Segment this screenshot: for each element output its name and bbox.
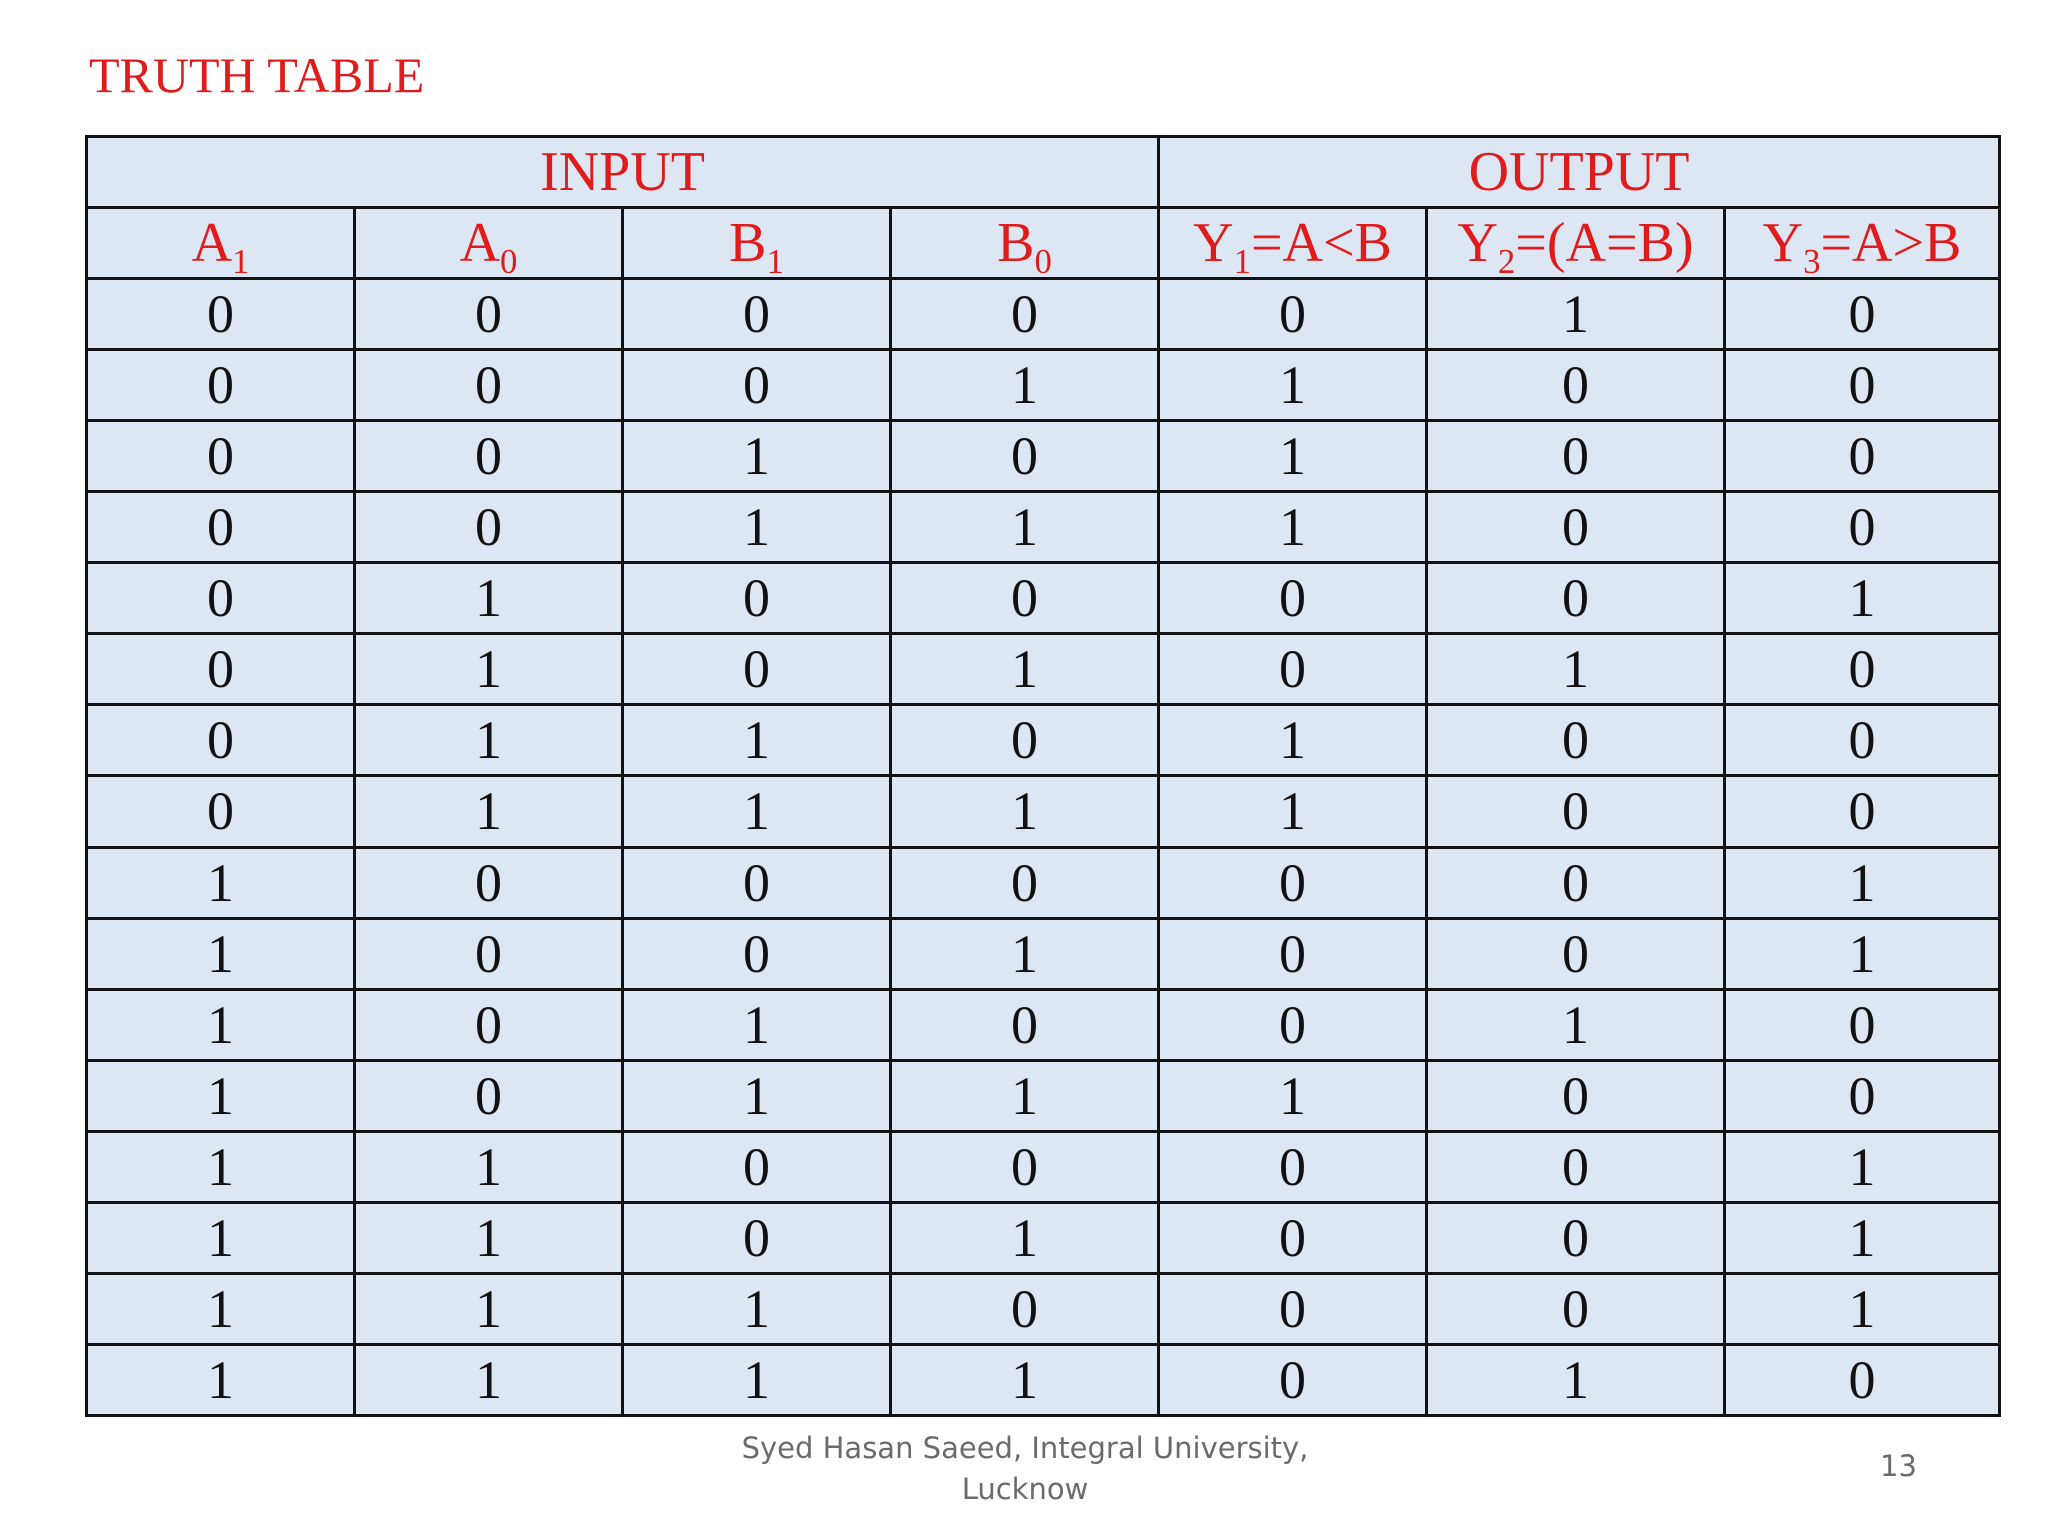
table-cell: 1	[1159, 350, 1427, 421]
table-cell: 0	[355, 847, 623, 918]
table-cell: 0	[1725, 989, 2000, 1060]
table-cell: 1	[891, 350, 1159, 421]
table-cell: 0	[1725, 1344, 2000, 1415]
table-row	[87, 1131, 2000, 1202]
table-cell: 0	[1427, 1131, 1725, 1202]
table-cell: 0	[1159, 989, 1427, 1060]
footer-line-1: Syed Hasan Saeed, Integral University,	[741, 1431, 1309, 1465]
table-cell: 1	[1159, 705, 1427, 776]
table-cell: 1	[1159, 492, 1427, 563]
table-cell: 0	[87, 705, 355, 776]
column-header-subscript: 2	[1497, 242, 1516, 282]
table-cell: 0	[1427, 492, 1725, 563]
table-cell: 0	[1159, 847, 1427, 918]
table-cell: 0	[1159, 1131, 1427, 1202]
table-cell: 0	[87, 776, 355, 847]
table-cell: 0	[623, 634, 891, 705]
table-cell: 1	[1427, 279, 1725, 350]
table-row	[87, 1344, 2000, 1415]
table-row	[87, 705, 2000, 776]
table-cell: 1	[1725, 918, 2000, 989]
table-cell: 1	[87, 1344, 355, 1415]
group-header-row	[87, 137, 2000, 208]
table-cell: 0	[1159, 634, 1427, 705]
input-group-header: INPUT	[87, 137, 1159, 208]
page-number: 13	[1880, 1449, 1917, 1483]
table-cell: 1	[1725, 563, 2000, 634]
table-cell: 1	[623, 705, 891, 776]
column-header-subscript: 3	[1803, 242, 1821, 282]
table-cell: 1	[623, 1273, 891, 1344]
table-cell: 1	[891, 776, 1159, 847]
table-cell: 1	[623, 421, 891, 492]
table-cell: 0	[891, 989, 1159, 1060]
table-cell: 1	[1725, 1202, 2000, 1273]
column-header-base: A	[459, 212, 501, 274]
table-cell: 1	[87, 989, 355, 1060]
table-cell: 0	[1725, 1060, 2000, 1131]
table-row	[87, 847, 2000, 918]
table-row	[87, 634, 2000, 705]
column-header-subscript: 1	[1233, 242, 1251, 282]
column-header-base: Y	[1193, 212, 1234, 274]
table-cell: 0	[623, 847, 891, 918]
truth-table	[85, 135, 2001, 1417]
column-header-subscript: 1	[766, 242, 784, 282]
table-cell: 0	[891, 705, 1159, 776]
table-cell: 0	[87, 350, 355, 421]
footer-line-2: Lucknow	[961, 1472, 1089, 1506]
table-cell: 1	[1725, 1273, 2000, 1344]
column-header-base: B	[729, 212, 767, 274]
table-row	[87, 776, 2000, 847]
table-cell: 1	[87, 1060, 355, 1131]
table-cell: 0	[355, 492, 623, 563]
table-cell: 1	[1159, 421, 1427, 492]
table-cell: 1	[355, 634, 623, 705]
table-cell: 0	[1725, 776, 2000, 847]
column-header-rest: =(A=B)	[1515, 212, 1694, 274]
table-cell: 1	[87, 1131, 355, 1202]
column-header-3	[623, 208, 891, 282]
table-cell: 0	[1159, 1202, 1427, 1273]
table-cell: 0	[891, 1273, 1159, 1344]
table-cell: 0	[623, 1202, 891, 1273]
output-group-header: OUTPUT	[1159, 137, 2000, 208]
table-cell: 1	[355, 1202, 623, 1273]
table-cell: 0	[1427, 918, 1725, 989]
column-header-subscript: 0	[500, 242, 518, 282]
table-cell: 0	[1427, 705, 1725, 776]
table-cell: 1	[1427, 1344, 1725, 1415]
table-cell: 1	[355, 1344, 623, 1415]
column-header-base: A	[191, 212, 233, 274]
column-header-rest: =A>B	[1820, 212, 1962, 274]
table-cell: 0	[355, 989, 623, 1060]
table-cell: 0	[1159, 1344, 1427, 1415]
column-header-base: Y	[1762, 212, 1804, 274]
table-cell: 1	[1725, 847, 2000, 918]
slide-title: TRUTH TABLE	[89, 47, 425, 103]
table-cell: 1	[1427, 634, 1725, 705]
table-cell: 0	[1427, 1060, 1725, 1131]
table-cell: 0	[87, 563, 355, 634]
table-cell: 0	[623, 563, 891, 634]
table-cell: 1	[891, 918, 1159, 989]
table-cell: 1	[891, 634, 1159, 705]
table-cell: 0	[1159, 563, 1427, 634]
table-cell: 0	[1427, 1273, 1725, 1344]
table-cell: 1	[87, 918, 355, 989]
table-cell: 0	[623, 1131, 891, 1202]
table-cell: 0	[1725, 492, 2000, 563]
table-cell: 0	[1725, 279, 2000, 350]
table-cell: 0	[1725, 421, 2000, 492]
table-row	[87, 279, 2000, 350]
table-cell: 0	[1427, 421, 1725, 492]
table-cell: 0	[623, 918, 891, 989]
table-cell: 0	[891, 421, 1159, 492]
column-header-subscript: 1	[232, 242, 250, 282]
table-row	[87, 350, 2000, 421]
table-cell: 1	[891, 1202, 1159, 1273]
table-cell: 1	[891, 1344, 1159, 1415]
table-cell: 0	[1159, 918, 1427, 989]
table-cell: 1	[355, 1131, 623, 1202]
table-cell: 0	[87, 634, 355, 705]
table-cell: 0	[355, 421, 623, 492]
table-cell: 0	[1725, 705, 2000, 776]
table-row	[87, 989, 2000, 1060]
table-cell: 0	[891, 847, 1159, 918]
table-row	[87, 492, 2000, 563]
table-cell: 1	[1427, 989, 1725, 1060]
column-header-4	[891, 208, 1159, 282]
table-cell: 0	[355, 350, 623, 421]
table-row	[87, 1202, 2000, 1273]
table-cell: 0	[1427, 847, 1725, 918]
table-cell: 1	[87, 847, 355, 918]
table-body	[87, 279, 2000, 1416]
table-cell: 1	[891, 492, 1159, 563]
table-cell: 0	[891, 279, 1159, 350]
table-row	[87, 918, 2000, 989]
table-cell: 1	[1725, 1131, 2000, 1202]
table-cell: 1	[87, 1273, 355, 1344]
table-cell: 1	[623, 1060, 891, 1131]
table-cell: 0	[623, 350, 891, 421]
column-header-base: Y	[1457, 212, 1498, 274]
column-header-rest: =A<B	[1250, 212, 1392, 274]
table-cell: 0	[623, 279, 891, 350]
table-cell: 0	[1427, 563, 1725, 634]
table-cell: 0	[87, 492, 355, 563]
table-cell: 1	[1159, 1060, 1427, 1131]
table-cell: 1	[355, 563, 623, 634]
column-header-1	[87, 208, 355, 282]
table-cell: 1	[623, 776, 891, 847]
table-cell: 0	[891, 563, 1159, 634]
table-cell: 0	[355, 1060, 623, 1131]
column-header-2	[355, 208, 623, 282]
table-row	[87, 421, 2000, 492]
table-cell: 1	[355, 705, 623, 776]
table-cell: 0	[1725, 350, 2000, 421]
table-row	[87, 563, 2000, 634]
table-cell: 1	[891, 1060, 1159, 1131]
table-cell: 1	[623, 492, 891, 563]
table-cell: 0	[1725, 634, 2000, 705]
column-header-7	[1725, 208, 2000, 282]
column-header-5	[1159, 208, 1427, 282]
table-cell: 0	[1159, 1273, 1427, 1344]
table-cell: 0	[1427, 776, 1725, 847]
table-cell: 0	[355, 279, 623, 350]
table-cell: 0	[87, 421, 355, 492]
column-header-base: B	[997, 212, 1035, 274]
column-header-subscript: 0	[1034, 242, 1052, 282]
table-row	[87, 1060, 2000, 1131]
footer-credit	[680, 1428, 1370, 1510]
table-cell: 1	[355, 1273, 623, 1344]
table-cell: 0	[1159, 279, 1427, 350]
column-header-row	[87, 208, 2000, 279]
table-cell: 1	[355, 776, 623, 847]
table-cell: 1	[1159, 776, 1427, 847]
table-cell: 0	[355, 918, 623, 989]
table-cell: 1	[623, 1344, 891, 1415]
table-cell: 0	[891, 1131, 1159, 1202]
table-cell: 1	[87, 1202, 355, 1273]
table-cell: 0	[1427, 350, 1725, 421]
table-cell: 1	[623, 989, 891, 1060]
table-row	[87, 1273, 2000, 1344]
table-cell: 0	[1427, 1202, 1725, 1273]
table-cell: 0	[87, 279, 355, 350]
column-header-6	[1427, 208, 1725, 282]
